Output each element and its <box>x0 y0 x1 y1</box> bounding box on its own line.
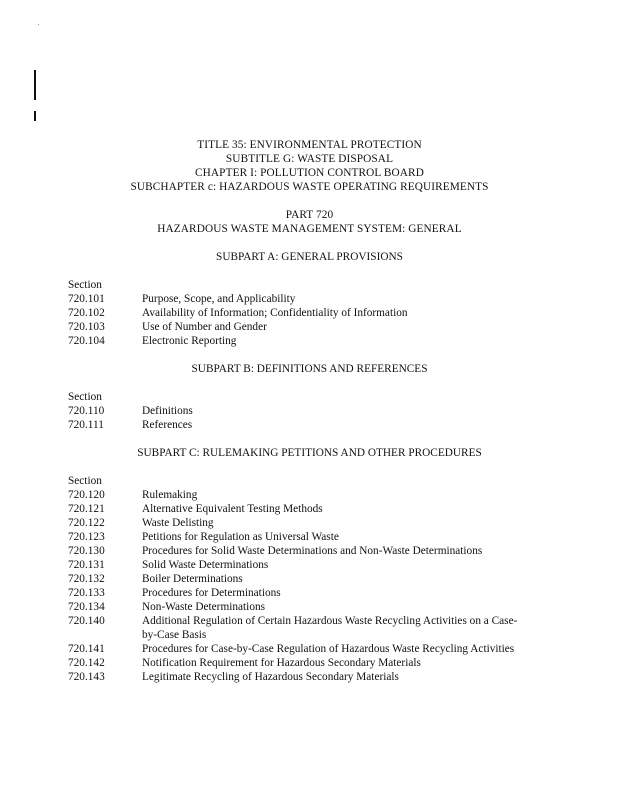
document-header <box>0 138 619 236</box>
section-number: 720.110 <box>68 405 105 417</box>
section-title: Solid Waste Determinations <box>142 559 269 571</box>
section-number: 720.101 <box>68 293 105 305</box>
subchapter-line: SUBCHAPTER c: HAZARDOUS WASTE OPERATING REQUIREMENTS <box>130 181 489 193</box>
toc-row[interactable] <box>68 334 588 348</box>
section-number: 720.131 <box>68 559 105 571</box>
chapter-line: CHAPTER I: POLLUTION CONTROL BOARD <box>195 167 424 179</box>
section-title: Alternative Equivalent Testing Methods <box>142 503 323 515</box>
section-number: 720.130 <box>68 545 105 557</box>
title-line: TITLE 35: ENVIRONMENTAL PROTECTION <box>197 139 422 151</box>
section-number: 720.142 <box>68 657 105 669</box>
section-title: Additional Regulation of Certain Hazardous Waste Recycling Activities on a Case-by-Case Basis <box>142 615 518 641</box>
section-number: 720.132 <box>68 573 105 585</box>
section-title: Waste Delisting <box>142 517 214 529</box>
subpart-heading: SUBPART C: RULEMAKING PETITIONS AND OTHER PROCEDURES <box>137 447 482 459</box>
toc-row[interactable] <box>68 530 588 544</box>
toc-row[interactable] <box>68 656 588 670</box>
section-title: Availability of Information; Confidentiality of Information <box>142 307 408 319</box>
toc-row[interactable] <box>68 572 588 586</box>
section-number: 720.123 <box>68 531 105 543</box>
toc-row[interactable] <box>68 614 588 642</box>
toc-row[interactable] <box>68 670 588 684</box>
section-number: 720.141 <box>68 643 105 655</box>
subpart-b <box>68 362 588 432</box>
section-title: Legitimate Recycling of Hazardous Secondary Materials <box>142 671 399 683</box>
section-number: 720.122 <box>68 517 105 529</box>
subpart-heading: SUBPART A: GENERAL PROVISIONS <box>216 251 403 263</box>
toc-row[interactable] <box>68 292 588 306</box>
toc-row[interactable] <box>68 404 588 418</box>
section-title: Notification Requirement for Hazardous Secondary Materials <box>142 657 421 669</box>
section-number: 720.120 <box>68 489 105 501</box>
toc-row[interactable] <box>68 418 588 432</box>
section-number: 720.103 <box>68 321 105 333</box>
section-title: Procedures for Solid Waste Determinations and Non-Waste Determinations <box>142 545 483 557</box>
section-number: 720.102 <box>68 307 105 319</box>
section-title: Use of Number and Gender <box>142 321 267 333</box>
section-label: Section <box>68 279 102 291</box>
section-number: 720.134 <box>68 601 105 613</box>
margin-bar-short <box>34 111 36 121</box>
part-title-line: HAZARDOUS WASTE MANAGEMENT SYSTEM: GENERAL <box>157 223 462 235</box>
section-title: Electronic Reporting <box>142 335 237 347</box>
toc-row[interactable] <box>68 642 588 656</box>
toc-row[interactable] <box>68 320 588 334</box>
toc-row[interactable] <box>68 502 588 516</box>
section-title: Boiler Determinations <box>142 573 243 585</box>
section-title: Procedures for Case-by-Case Regulation of Hazardous Waste Recycling Activities <box>142 643 515 655</box>
section-label: Section <box>68 391 102 403</box>
subpart-a <box>68 250 588 348</box>
toc-row[interactable] <box>68 306 588 320</box>
toc-row[interactable] <box>68 600 588 614</box>
subpart-heading: SUBPART B: DEFINITIONS AND REFERENCES <box>191 363 428 375</box>
scan-speck <box>38 24 39 25</box>
part-line: PART 720 <box>285 209 334 221</box>
section-title: Non-Waste Determinations <box>142 601 266 613</box>
toc-row[interactable] <box>68 558 588 572</box>
subtitle-line: SUBTITLE G: WASTE DISPOSAL <box>225 153 394 165</box>
section-title: Rulemaking <box>142 489 198 501</box>
subpart-c <box>68 446 588 684</box>
section-label: Section <box>68 475 102 487</box>
section-number: 720.133 <box>68 587 105 599</box>
section-title: Purpose, Scope, and Applicability <box>142 293 296 305</box>
toc-row[interactable] <box>68 544 588 558</box>
section-number: 720.140 <box>68 615 105 627</box>
toc-row[interactable] <box>68 516 588 530</box>
toc-row[interactable] <box>68 586 588 600</box>
section-title: Definitions <box>142 405 193 417</box>
section-title: References <box>142 419 193 431</box>
section-number: 720.111 <box>68 419 104 431</box>
section-title: Procedures for Determinations <box>142 587 281 599</box>
section-number: 720.143 <box>68 671 105 683</box>
section-title: Petitions for Regulation as Universal Waste <box>142 531 339 543</box>
toc-row[interactable] <box>68 488 588 502</box>
margin-bar-long <box>34 70 36 100</box>
section-number: 720.121 <box>68 503 105 515</box>
section-number: 720.104 <box>68 335 105 347</box>
